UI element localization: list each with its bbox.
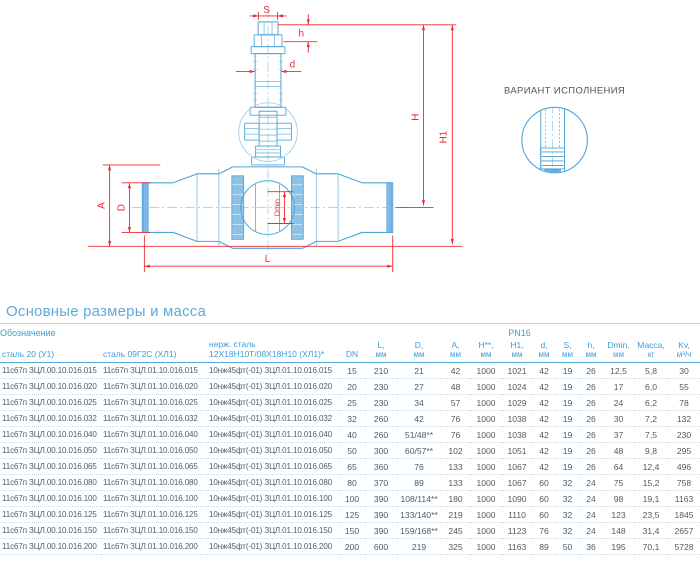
value-cell: 300 bbox=[365, 443, 397, 459]
value-cell: 19 bbox=[556, 427, 579, 443]
dimension-h bbox=[283, 14, 317, 53]
value-cell: 325 bbox=[441, 539, 470, 555]
value-cell: 98 bbox=[603, 491, 634, 507]
value-cell: 1000 bbox=[470, 411, 502, 427]
value-cell: 32 bbox=[556, 475, 579, 491]
value-cell: 390 bbox=[365, 491, 397, 507]
value-cell: 42 bbox=[397, 411, 441, 427]
value-cell: 1000 bbox=[470, 395, 502, 411]
value-cell: 133/140** bbox=[397, 507, 441, 523]
designation-cell: 11с67п ЗЦЛ.01.10.016.050 bbox=[101, 443, 207, 459]
value-cell: 7,2 bbox=[634, 411, 668, 427]
value-cell: 260 bbox=[365, 427, 397, 443]
value-cell: 55 bbox=[668, 379, 700, 395]
value-cell: 89 bbox=[532, 539, 556, 555]
value-cell: 80 bbox=[339, 475, 365, 491]
weld-bevel-right bbox=[387, 183, 392, 233]
designation-cell: 10нж45фт(-01) ЗЦЛ.01.10.016.025 bbox=[207, 395, 339, 411]
section-title: Основные размеры и масса bbox=[6, 303, 207, 320]
table-row bbox=[0, 363, 700, 379]
value-cell: 133 bbox=[441, 475, 470, 491]
column-header-d-big: D, мм bbox=[397, 339, 441, 363]
value-cell: 1000 bbox=[470, 523, 502, 539]
value-cell: 360 bbox=[365, 459, 397, 475]
value-cell: 1000 bbox=[470, 539, 502, 555]
value-cell: 245 bbox=[441, 523, 470, 539]
value-cell: 496 bbox=[668, 459, 700, 475]
value-cell: 1067 bbox=[502, 475, 532, 491]
value-cell: 75 bbox=[603, 475, 634, 491]
centerlines bbox=[131, 8, 409, 256]
table-row bbox=[0, 539, 700, 555]
value-cell: 26 bbox=[579, 459, 603, 475]
designation-cell: 11с67п ЗЦЛ.00.10.016.065 bbox=[0, 459, 101, 475]
value-cell: 15,2 bbox=[634, 475, 668, 491]
dim-label-A: A bbox=[96, 202, 108, 209]
variant-detail-contents bbox=[541, 103, 565, 177]
value-cell: 24 bbox=[603, 395, 634, 411]
dim-label-D: D bbox=[116, 204, 128, 212]
designation-cell: 11с67п ЗЦЛ.00.10.016.080 bbox=[0, 475, 101, 491]
value-cell: 5,8 bbox=[634, 363, 668, 379]
designation-cell: 11с67п ЗЦЛ.01.10.016.032 bbox=[101, 411, 207, 427]
value-cell: 76 bbox=[441, 411, 470, 427]
designation-cell: 10нж45фт(-01) ЗЦЛ.01.10.016.032 bbox=[207, 411, 339, 427]
ball bbox=[241, 181, 295, 235]
value-cell: 32 bbox=[556, 491, 579, 507]
value-cell: 1000 bbox=[470, 427, 502, 443]
value-cell: 1000 bbox=[470, 507, 502, 523]
weld-bevel-left bbox=[143, 183, 148, 233]
value-cell: 1029 bbox=[502, 395, 532, 411]
designation-cell: 11с67п ЗЦЛ.00.10.016.032 bbox=[0, 411, 101, 427]
table-column-header-row bbox=[0, 339, 700, 363]
designation-cell: 11с67п ЗЦЛ.01.10.016.020 bbox=[101, 379, 207, 395]
designation-cell: 10нж45фт(-01) ЗЦЛ.01.10.016.125 bbox=[207, 507, 339, 523]
value-cell: 60/57** bbox=[397, 443, 441, 459]
value-cell: 24 bbox=[579, 523, 603, 539]
value-cell: 230 bbox=[365, 379, 397, 395]
dim-label-Dmin: Dmin bbox=[272, 198, 282, 217]
value-cell: 42 bbox=[532, 379, 556, 395]
column-header-steel09g2s: сталь 09Г2С (ХЛ1) bbox=[101, 339, 207, 363]
value-cell: 24 bbox=[579, 475, 603, 491]
value-cell: 12,5 bbox=[603, 363, 634, 379]
table-row bbox=[0, 379, 700, 395]
value-cell: 1024 bbox=[502, 379, 532, 395]
variant-detail-view bbox=[504, 84, 625, 176]
dimension-L bbox=[144, 235, 392, 272]
value-cell: 1000 bbox=[470, 379, 502, 395]
value-cell: 150 bbox=[339, 523, 365, 539]
value-cell: 230 bbox=[365, 395, 397, 411]
value-cell: 19 bbox=[556, 459, 579, 475]
value-cell: 30 bbox=[603, 411, 634, 427]
column-header-s: S, мм bbox=[556, 339, 579, 363]
value-cell: 42 bbox=[532, 363, 556, 379]
value-cell: 26 bbox=[579, 411, 603, 427]
value-cell: 42 bbox=[441, 363, 470, 379]
value-cell: 1038 bbox=[502, 427, 532, 443]
value-cell: 40 bbox=[339, 427, 365, 443]
dim-label-L: L bbox=[264, 254, 271, 266]
value-cell: 20 bbox=[339, 379, 365, 395]
dimensions bbox=[88, 5, 462, 272]
value-cell: 210 bbox=[365, 363, 397, 379]
value-cell: 26 bbox=[579, 379, 603, 395]
dim-label-H: H bbox=[410, 113, 422, 121]
designation-cell: 11с67п ЗЦЛ.00.10.016.125 bbox=[0, 507, 101, 523]
value-cell: 195 bbox=[603, 539, 634, 555]
value-cell: 1000 bbox=[470, 363, 502, 379]
value-cell: 26 bbox=[579, 395, 603, 411]
value-cell: 17 bbox=[603, 379, 634, 395]
value-cell: 50 bbox=[339, 443, 365, 459]
pn-group-header: PN16 bbox=[508, 328, 531, 338]
value-cell: 26 bbox=[579, 443, 603, 459]
value-cell: 123 bbox=[603, 507, 634, 523]
designation-cell: 10нж45фт(-01) ЗЦЛ.01.10.016.065 bbox=[207, 459, 339, 475]
designation-cell: 10нж45фт(-01) ЗЦЛ.01.10.016.150 bbox=[207, 523, 339, 539]
value-cell: 70,1 bbox=[634, 539, 668, 555]
value-cell: 37 bbox=[603, 427, 634, 443]
value-cell: 76 bbox=[532, 523, 556, 539]
value-cell: 1123 bbox=[502, 523, 532, 539]
designation-cell: 11с67п ЗЦЛ.00.10.016.025 bbox=[0, 395, 101, 411]
designation-cell: 10нж45фт(-01) ЗЦЛ.01.10.016.040 bbox=[207, 427, 339, 443]
value-cell: 19 bbox=[556, 379, 579, 395]
value-cell: 9,8 bbox=[634, 443, 668, 459]
designation-cell: 11с67п ЗЦЛ.01.10.016.025 bbox=[101, 395, 207, 411]
table-row bbox=[0, 427, 700, 443]
designation-cell: 11с67п ЗЦЛ.00.10.016.040 bbox=[0, 427, 101, 443]
value-cell: 60 bbox=[532, 491, 556, 507]
value-cell: 42 bbox=[532, 443, 556, 459]
value-cell: 159/168** bbox=[397, 523, 441, 539]
value-cell: 32 bbox=[556, 507, 579, 523]
value-cell: 132 bbox=[668, 411, 700, 427]
value-cell: 36 bbox=[579, 539, 603, 555]
value-cell: 34 bbox=[397, 395, 441, 411]
value-cell: 1000 bbox=[470, 459, 502, 475]
column-header-h-small: h, мм bbox=[579, 339, 603, 363]
value-cell: 1163 bbox=[668, 491, 700, 507]
value-cell: 19,1 bbox=[634, 491, 668, 507]
value-cell: 42 bbox=[532, 411, 556, 427]
dimension-H1 bbox=[438, 25, 454, 245]
designation-cell: 10нж45фт(-01) ЗЦЛ.01.10.016.200 bbox=[207, 539, 339, 555]
value-cell: 125 bbox=[339, 507, 365, 523]
value-cell: 50 bbox=[556, 539, 579, 555]
value-cell: 5728 bbox=[668, 539, 700, 555]
value-cell: 23,5 bbox=[634, 507, 668, 523]
value-cell: 64 bbox=[603, 459, 634, 475]
designation-cell: 10нж45фт(-01) ЗЦЛ.01.10.016.050 bbox=[207, 443, 339, 459]
designation-group-header: Обозначение bbox=[0, 328, 56, 338]
column-header-steel20: сталь 20 (У1) bbox=[0, 339, 101, 363]
designation-cell: 11с67п ЗЦЛ.00.10.016.150 bbox=[0, 523, 101, 539]
value-cell: 48 bbox=[603, 443, 634, 459]
value-cell: 60 bbox=[532, 475, 556, 491]
value-cell: 76 bbox=[441, 427, 470, 443]
column-header-h1: H1, мм bbox=[502, 339, 532, 363]
column-header-stainless: нерж. сталь 12Х18Н10Т/08Х18Н10 (ХЛ1)* bbox=[207, 339, 339, 363]
value-cell: 295 bbox=[668, 443, 700, 459]
designation-cell: 11с67п ЗЦЛ.01.10.016.200 bbox=[101, 539, 207, 555]
value-cell: 32 bbox=[339, 411, 365, 427]
value-cell: 31,4 bbox=[634, 523, 668, 539]
value-cell: 2657 bbox=[668, 523, 700, 539]
value-cell: 57 bbox=[441, 395, 470, 411]
dim-label-H1: H1 bbox=[438, 130, 450, 144]
column-header-kv: Kv, м³/ч bbox=[668, 339, 700, 363]
value-cell: 230 bbox=[668, 427, 700, 443]
table-body bbox=[0, 363, 700, 555]
value-cell: 60 bbox=[532, 507, 556, 523]
column-header-mass: Масса, кг bbox=[634, 339, 668, 363]
column-header-l: L, мм bbox=[365, 339, 397, 363]
value-cell: 27 bbox=[397, 379, 441, 395]
value-cell: 26 bbox=[579, 427, 603, 443]
value-cell: 42 bbox=[532, 459, 556, 475]
value-cell: 12,4 bbox=[634, 459, 668, 475]
dimensions-table bbox=[0, 323, 700, 555]
value-cell: 19 bbox=[556, 363, 579, 379]
value-cell: 19 bbox=[556, 395, 579, 411]
designation-cell: 11с67п ЗЦЛ.00.10.016.200 bbox=[0, 539, 101, 555]
value-cell: 1000 bbox=[470, 443, 502, 459]
value-cell: 219 bbox=[397, 539, 441, 555]
dim-label-S: S bbox=[263, 4, 270, 16]
designation-cell: 10нж45фт(-01) ЗЦЛ.01.10.016.015 bbox=[207, 363, 339, 379]
table-row bbox=[0, 491, 700, 507]
value-cell: 25 bbox=[339, 395, 365, 411]
value-cell: 24 bbox=[579, 491, 603, 507]
value-cell: 1000 bbox=[470, 475, 502, 491]
value-cell: 1000 bbox=[470, 491, 502, 507]
value-cell: 42 bbox=[532, 395, 556, 411]
weld-seam-bands bbox=[232, 176, 304, 240]
value-cell: 148 bbox=[603, 523, 634, 539]
designation-cell: 11с67п ЗЦЛ.00.10.016.015 bbox=[0, 363, 101, 379]
variant-label: ВАРИАНТ ИСПОЛНЕНИЯ bbox=[503, 84, 626, 96]
column-header-a: A, мм bbox=[441, 339, 470, 363]
designation-cell: 11с67п ЗЦЛ.00.10.016.020 bbox=[0, 379, 101, 395]
value-cell: 1845 bbox=[668, 507, 700, 523]
value-cell: 24 bbox=[579, 507, 603, 523]
column-header-h-big: H**, мм bbox=[470, 339, 502, 363]
value-cell: 19 bbox=[556, 443, 579, 459]
value-cell: 102 bbox=[441, 443, 470, 459]
value-cell: 260 bbox=[365, 411, 397, 427]
value-cell: 6,2 bbox=[634, 395, 668, 411]
value-cell: 26 bbox=[579, 363, 603, 379]
designation-cell: 10нж45фт(-01) ЗЦЛ.01.10.016.100 bbox=[207, 491, 339, 507]
table-row bbox=[0, 411, 700, 427]
column-header-dn: DN bbox=[339, 339, 365, 363]
value-cell: 1051 bbox=[502, 443, 532, 459]
column-header-dmin: Dmin, мм bbox=[603, 339, 634, 363]
value-cell: 78 bbox=[668, 395, 700, 411]
value-cell: 180 bbox=[441, 491, 470, 507]
value-cell: 51/48** bbox=[397, 427, 441, 443]
value-cell: 6,0 bbox=[634, 379, 668, 395]
value-cell: 390 bbox=[365, 523, 397, 539]
value-cell: 32 bbox=[556, 523, 579, 539]
designation-cell: 11с67п ЗЦЛ.01.10.016.015 bbox=[101, 363, 207, 379]
value-cell: 1163 bbox=[502, 539, 532, 555]
table-group-header-row bbox=[0, 324, 700, 340]
designation-cell: 11с67п ЗЦЛ.01.10.016.040 bbox=[101, 427, 207, 443]
dimension-A bbox=[97, 165, 161, 246]
dim-label-d: d bbox=[289, 59, 296, 71]
designation-cell: 11с67п ЗЦЛ.01.10.016.100 bbox=[101, 491, 207, 507]
value-cell: 758 bbox=[668, 475, 700, 491]
value-cell: 76 bbox=[397, 459, 441, 475]
value-cell: 7,5 bbox=[634, 427, 668, 443]
designation-cell: 11с67п ЗЦЛ.01.10.016.065 bbox=[101, 459, 207, 475]
value-cell: 21 bbox=[397, 363, 441, 379]
dimension-H bbox=[396, 25, 434, 208]
value-cell: 19 bbox=[556, 411, 579, 427]
designation-cell: 11с67п ЗЦЛ.00.10.016.050 bbox=[0, 443, 101, 459]
designation-cell: 11с67п ЗЦЛ.00.10.016.100 bbox=[0, 491, 101, 507]
designation-cell: 11с67п ЗЦЛ.01.10.016.080 bbox=[101, 475, 207, 491]
value-cell: 15 bbox=[339, 363, 365, 379]
table-row bbox=[0, 395, 700, 411]
value-cell: 219 bbox=[441, 507, 470, 523]
value-cell: 370 bbox=[365, 475, 397, 491]
value-cell: 390 bbox=[365, 507, 397, 523]
table-row bbox=[0, 459, 700, 475]
value-cell: 1038 bbox=[502, 411, 532, 427]
valve-front-view bbox=[142, 22, 392, 248]
column-header-d-small: d, мм bbox=[532, 339, 556, 363]
value-cell: 65 bbox=[339, 459, 365, 475]
value-cell: 1021 bbox=[502, 363, 532, 379]
value-cell: 133 bbox=[441, 459, 470, 475]
designation-cell: 10нж45фт(-01) ЗЦЛ.01.10.016.020 bbox=[207, 379, 339, 395]
value-cell: 200 bbox=[339, 539, 365, 555]
dimension-d bbox=[236, 60, 302, 74]
value-cell: 100 bbox=[339, 491, 365, 507]
table-row bbox=[0, 443, 700, 459]
table-row bbox=[0, 507, 700, 523]
table-row bbox=[0, 475, 700, 491]
table-row bbox=[0, 523, 700, 539]
dim-label-h: h bbox=[298, 28, 305, 40]
designation-cell: 10нж45фт(-01) ЗЦЛ.01.10.016.080 bbox=[207, 475, 339, 491]
value-cell: 1090 bbox=[502, 491, 532, 507]
value-cell: 89 bbox=[397, 475, 441, 491]
designation-cell: 11с67п ЗЦЛ.01.10.016.150 bbox=[101, 523, 207, 539]
variant-detail-circle bbox=[522, 107, 588, 173]
value-cell: 600 bbox=[365, 539, 397, 555]
value-cell: 1110 bbox=[502, 507, 532, 523]
value-cell: 108/114** bbox=[397, 491, 441, 507]
value-cell: 42 bbox=[532, 427, 556, 443]
value-cell: 1067 bbox=[502, 459, 532, 475]
designation-cell: 11с67п ЗЦЛ.01.10.016.125 bbox=[101, 507, 207, 523]
value-cell: 30 bbox=[668, 363, 700, 379]
value-cell: 48 bbox=[441, 379, 470, 395]
